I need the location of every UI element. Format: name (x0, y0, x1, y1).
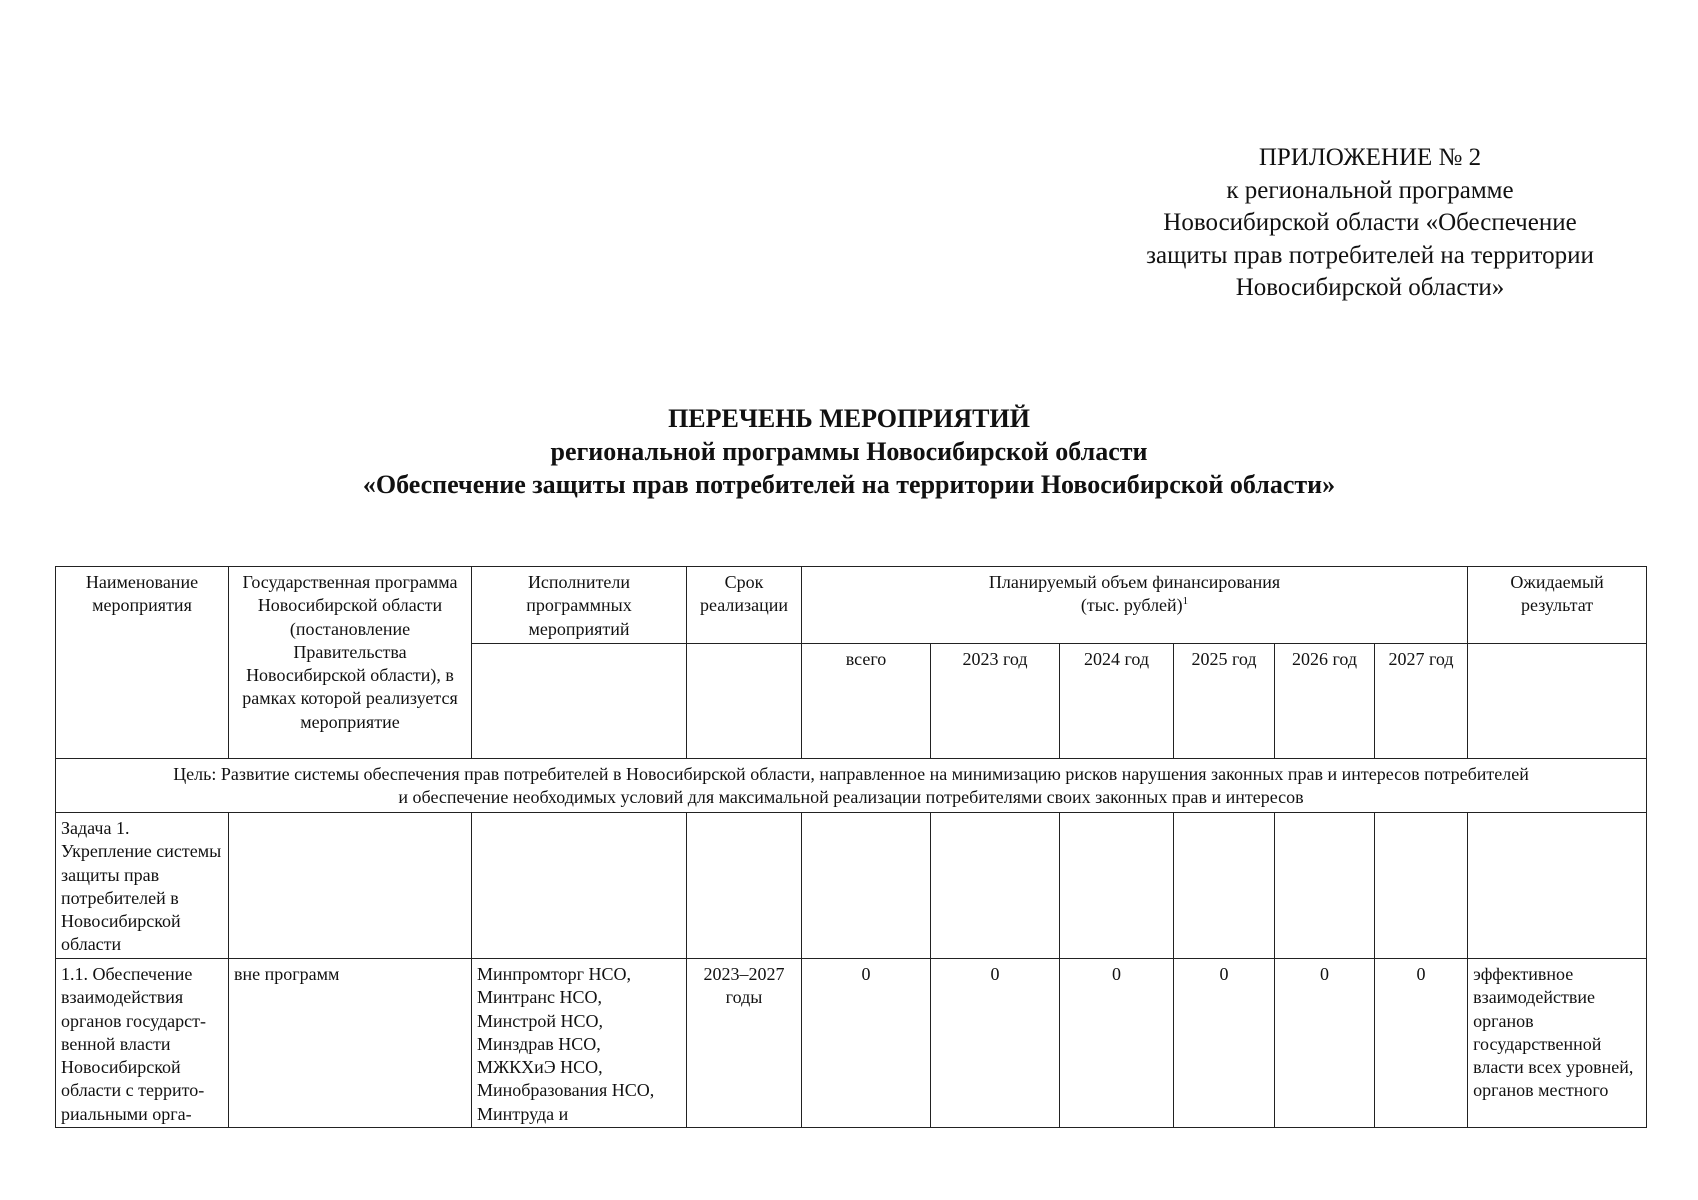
measure-program: вне программ (229, 959, 472, 1128)
funding-label: Планируемый объем финансирования (988, 572, 1281, 592)
empty-cell (1174, 813, 1275, 959)
empty-cell (1468, 813, 1647, 959)
empty-cell (687, 813, 802, 959)
empty-cell (1275, 813, 1375, 959)
header-executors: Исполнители программных мероприятий (472, 567, 687, 644)
empty-cell (472, 644, 687, 759)
empty-cell (472, 813, 687, 959)
title-line: ПЕРЕЧЕНЬ МЕРОПРИЯТИЙ (668, 404, 1030, 433)
header-2024: 2024 год (1060, 644, 1174, 759)
header-2026: 2026 год (1275, 644, 1375, 759)
header-row (56, 567, 1647, 644)
measure-term: 2023–2027 годы (687, 959, 802, 1128)
header-2023: 2023 год (931, 644, 1060, 759)
header-name: Наименование мероприятия (56, 567, 229, 759)
measure-result: эффективное взаимодействие органов государственной власти всех уровней, органов местного (1468, 959, 1647, 1128)
appendix-header (1090, 142, 1650, 305)
header-program: Государственная программа Новосибирской области (постановление Правительства Новосибирской области), в рамках которой реализуется мероприятие (229, 567, 472, 759)
funding-2027: 0 (1375, 959, 1468, 1128)
header-funding (802, 567, 1468, 644)
funding-total: 0 (802, 959, 931, 1128)
empty-cell (1468, 644, 1647, 759)
header-2025: 2025 год (1174, 644, 1275, 759)
empty-cell (1060, 813, 1174, 959)
funding-2025: 0 (1174, 959, 1275, 1128)
appendix-line: защиты прав потребителей на территории (1146, 241, 1594, 269)
funding-2026: 0 (1275, 959, 1375, 1128)
empty-cell (1375, 813, 1468, 959)
header-result: Ожидаемый результат (1468, 567, 1647, 644)
empty-cell (687, 644, 802, 759)
goal-row (56, 759, 1647, 813)
empty-cell (802, 813, 931, 959)
title-line: «Обеспечение защиты прав потребителей на территории Новосибирской области» (362, 470, 1336, 499)
document-title (0, 402, 1698, 501)
goal-line: и обеспечение необходимых условий для максимальной реализации потребителями своих законных прав и интересов (398, 787, 1304, 808)
task-row (56, 813, 1647, 959)
measures-table (55, 566, 1647, 1128)
funding-2024: 0 (1060, 959, 1174, 1128)
appendix-line: Новосибирской области «Обеспечение (1163, 209, 1577, 236)
appendix-line: к региональной программе (1226, 176, 1514, 204)
appendix-line: ПРИЛОЖЕНИЕ № 2 (1258, 144, 1482, 171)
funding-2023: 0 (931, 959, 1060, 1128)
measure-name: 1.1. Обеспечение взаимодействия органов государст-венной власти Новосибирской области с террито-риальными орга- (56, 959, 229, 1128)
header-term: Срок реализации (687, 567, 802, 644)
table-row (56, 959, 1647, 1128)
header-total: всего (802, 644, 931, 759)
empty-cell (931, 813, 1060, 959)
title-line: региональной программы Новосибирской области (550, 437, 1148, 466)
goal-line: Цель: Развитие системы обеспечения прав потребителей в Новосибирской области, направленное на минимизацию рисков нарушения законных прав и интересов потребителей (173, 764, 1529, 784)
header-2027: 2027 год (1375, 644, 1468, 759)
goal-cell (56, 759, 1647, 813)
funding-unit: (тыс. рублей)$^1$ (1080, 595, 1189, 616)
empty-cell (229, 813, 472, 959)
measure-executors: Минпромторг НСО, Минтранс НСО, Минстрой НСО, Минздрав НСО, МЖКХиЭ НСО, Минобразования НСО, Минтруда и (472, 959, 687, 1128)
task-cell: Задача 1. Укрепление системы защиты прав потребителей в Новосибирской области (56, 813, 229, 959)
appendix-line: Новосибирской области» (1235, 274, 1505, 301)
footnote-marker: 1 (1182, 595, 1189, 608)
